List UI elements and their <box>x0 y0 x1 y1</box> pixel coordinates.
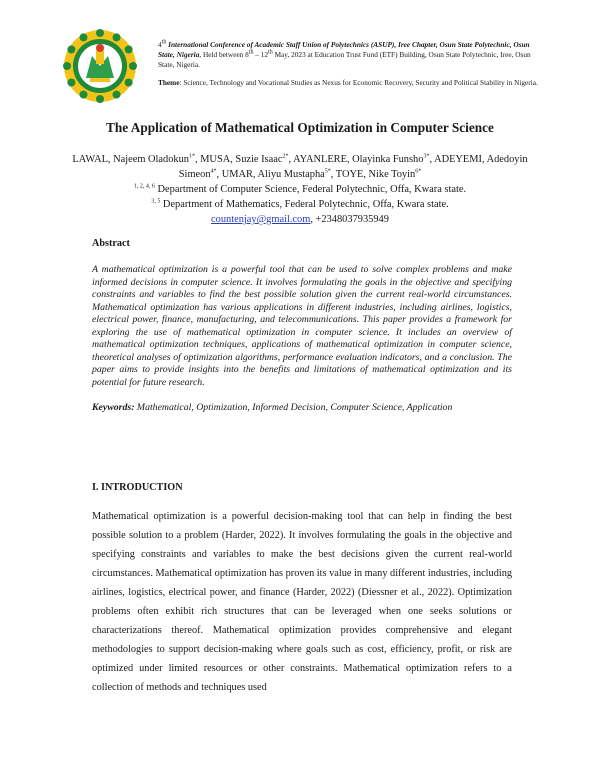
contact-line <box>62 212 538 227</box>
introduction-paragraph: Mathematical optimization is a powerful decision-making tool that can help in finding the best possible solution to a problem (Harder, 2022). It involves formulating the goals in the objective and specifying constraints and variables to make the best decisions given the current real-world circumstances. Mathematical optimization has proven its value in many different industries, including airlines, logistics, electrical power, and finance (Harder, 2022) (Diessner et al., 2022). Optimization problems often exhibit rich structures that can be leveraged when one seeks solutions or characterizations thereof. Mathematical optimization provides comprehensive and elegant methodologies to support decision-making where goals such as cost, efficiency, profit, or risk are optimized under limited resources or other constraints. Mathematical optimization refers to a collection of methods and techniques used <box>92 511 512 693</box>
conference-line: 4th International Conference of Academic Staff Union of Polytechnics (ASUP), Iree Chapter, Osun State Polytechnic, Osun State, Nigeria, Held between 8th – 12th May, 2023 at Education Trust Fund (ETF) Building, Osun State Polytechnic, Iree, Osun State, Nigeria. <box>158 39 531 69</box>
email-link[interactable]: countenjay@gmail.com <box>211 214 311 225</box>
conference-logo <box>62 28 138 104</box>
conference-theme: Theme: Science, Technology and Vocational Studies as Nexus for Economic Recovery, Security and Political Stability in Nigeria. <box>158 78 538 87</box>
author-list: LAWAL, Najeem Oladokun$^{1*}$, MUSA, Suzie Isaac$^{2*}$, AYANLERE, Olayinka Funsho$^{3*}$, ADEYEMI, Adedoyin Simeon$^{4*}$, UMAR, Aliyu Mustapha$^{5*}$, TOYE, Nike Toyin$^{6*}$ <box>72 153 528 180</box>
conference-name: International Conference of Academic Staff Union of Polytechnics (ASUP), Iree Chapter, Osun State Polytechnic, Osun State, Nigeria <box>158 40 530 59</box>
author-block <box>62 152 538 227</box>
keywords: Keywords: Mathematical, Optimization, Informed Decision, Computer Science, Application <box>92 402 453 413</box>
introduction-body <box>92 507 512 697</box>
paper-title: The Application of Mathematical Optimization in Computer Science <box>106 120 494 135</box>
affiliation-2: $^{3, 5}$ Department of Mathematics, Federal Polytechnic, Offa, Kwara state. <box>151 198 449 210</box>
abstract-section <box>92 264 512 415</box>
section-heading-introduction: I. INTRODUCTION <box>92 482 183 493</box>
abstract-heading: Abstract <box>92 238 130 249</box>
abstract-text: A mathematical optimization is a powerful tool that can be used to solve complex problems and make informed decisions in computer science. It involves formulating the goals in the objective and specifying constraints and variables to find the best possible solution given the current real-world circumstances. Mathematical optimization has various applications in different industries, including airlines, logistics, electrical power, finance, manufacturing, and telecommunications. This paper provides a framework for exploring the use of mathematical optimization in computer science. It includes an overview of mathematical optimization techniques, applications of mathematical optimization in computer science, theoretical analyses of optimization algorithms, performance evaluation indicators, and a conclusion. The paper aims to provide insights into the benefits and limitations of mathematical optimization and its potential for future research. <box>92 264 512 388</box>
conference-header <box>158 40 538 88</box>
affiliation-1: $^{1, 2, 4, 6}$ Department of Computer Science, Federal Polytechnic, Offa, Kwara state. <box>133 183 467 195</box>
phone-number: , +2348037935949 <box>310 214 389 225</box>
